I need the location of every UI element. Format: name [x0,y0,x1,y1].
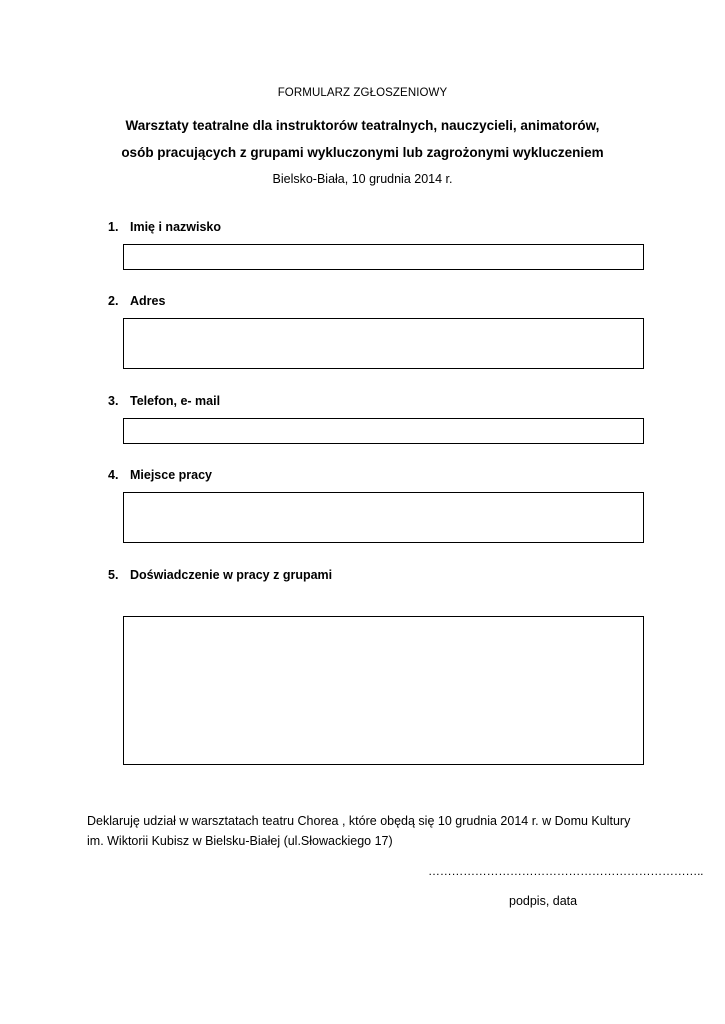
field-number: 2. [108,294,119,308]
field-label-workplace [108,468,212,482]
form-header: FORMULARZ ZGŁOSZENIOWY [277,87,448,99]
field-label-experience [108,568,332,582]
workshop-title-line-1: Warsztaty teatralne dla instruktorów teatralnych, nauczycieli, animatorów, [125,118,600,133]
workshop-title-line-2: osób pracujących z grupami wykluczonymi lub zagrożonymi wykluczeniem [121,145,604,160]
experience-field[interactable] [123,616,644,765]
phone-email-field[interactable] [123,418,644,444]
field-number: 5. [108,568,119,582]
signature-line[interactable]: …………………………………………………………….. [428,864,704,878]
field-number: 1. [108,220,119,234]
field-number: 4. [108,468,119,482]
field-label-name [108,220,221,234]
field-number: 3. [108,394,119,408]
field-label-text: Doświadczenie w pracy z grupami [130,568,333,582]
name-field[interactable] [123,244,644,270]
field-label-text: Imię i nazwisko [130,220,222,234]
signature-caption: podpis, data [509,894,578,908]
address-field[interactable] [123,318,644,369]
field-label-text: Adres [130,294,166,308]
place-and-date: Bielsko-Biała, 10 grudnia 2014 r. [272,172,453,186]
field-label-text: Miejsce pracy [130,468,212,482]
field-label-address [108,294,165,308]
declaration-line-2: im. Wiktorii Kubisz w Bielsku-Białej (ul.Słowackiego 17) [87,834,393,848]
workplace-field[interactable] [123,492,644,543]
field-label-contact [108,394,220,408]
field-label-text: Telefon, e- mail [130,394,221,408]
declaration-line-1: Deklaruję udział w warsztatach teatru Chorea , które obędą się 10 grudnia 2014 r. w Domu Kultury [87,814,631,828]
